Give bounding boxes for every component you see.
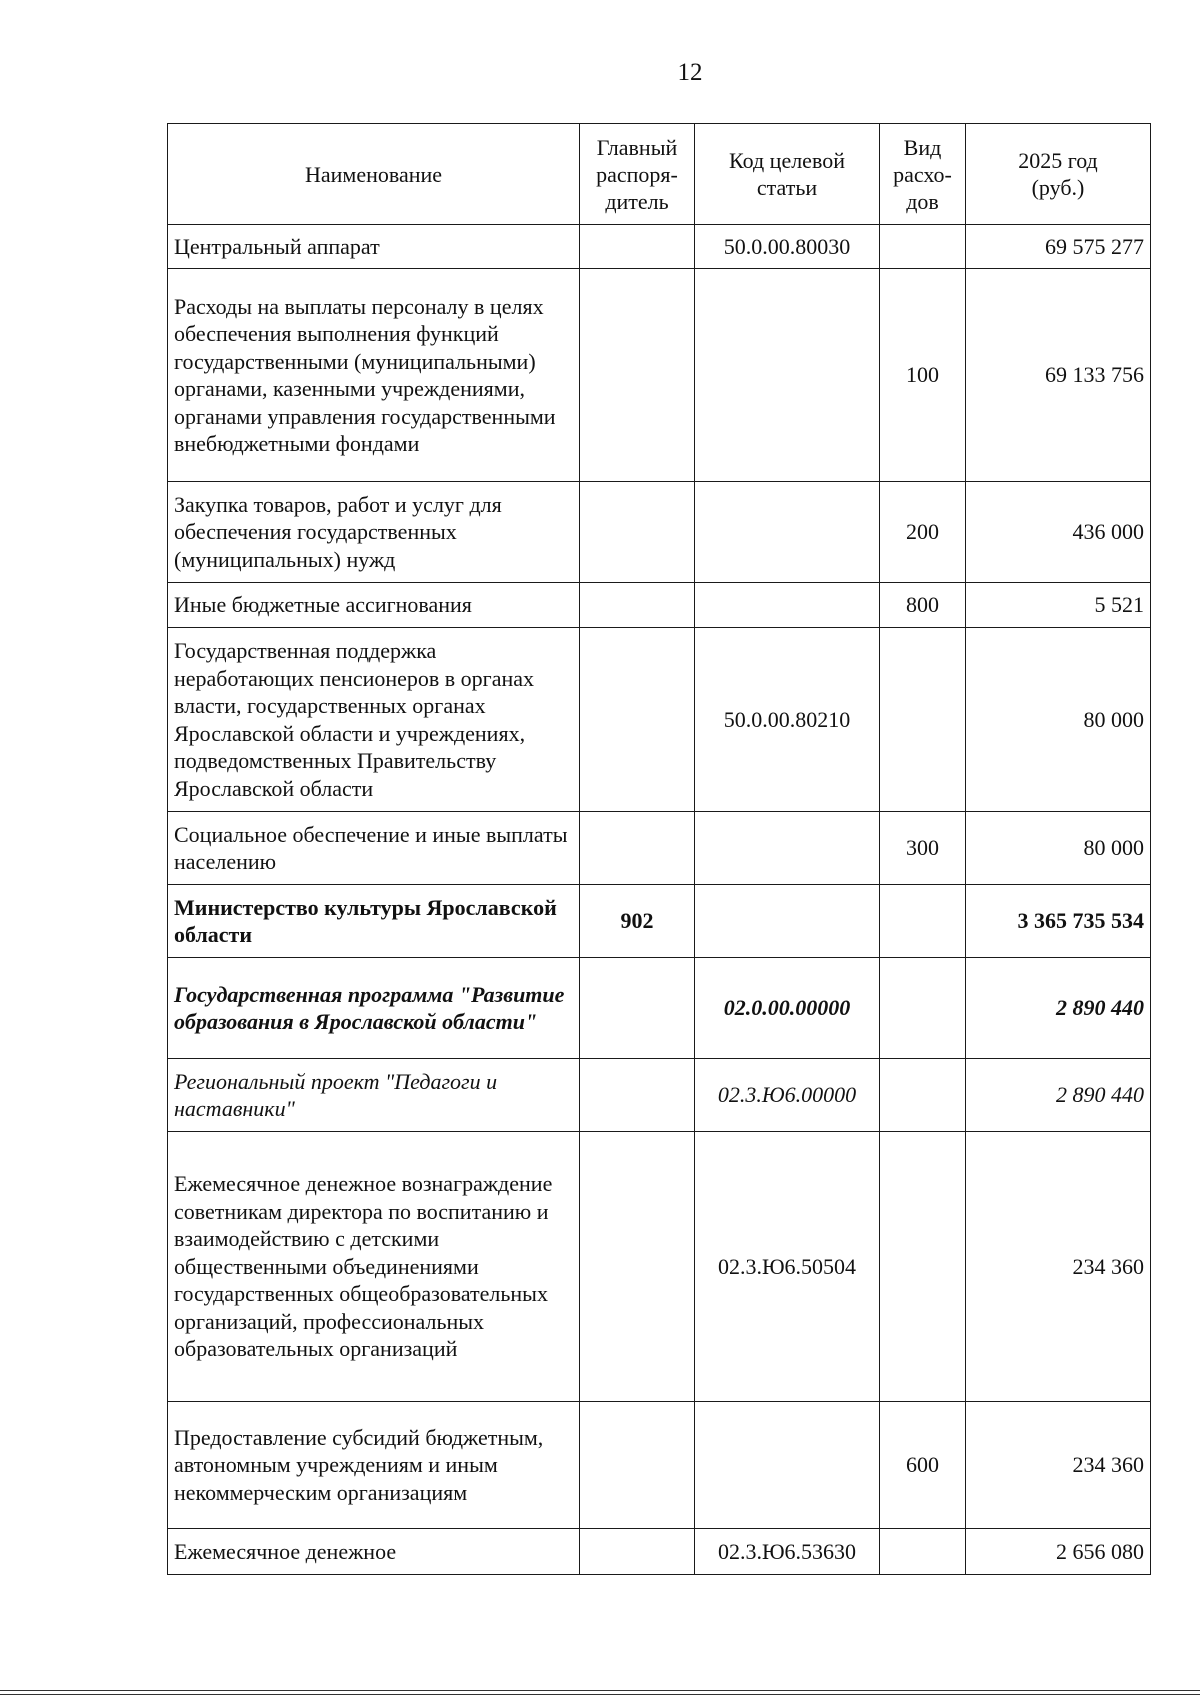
cell-code: 50.0.00.80030 bbox=[695, 225, 880, 269]
header-admin: Главный распоря-дитель bbox=[580, 124, 695, 225]
cell-amount: 436 000 bbox=[966, 482, 1151, 583]
table-row bbox=[168, 583, 1151, 628]
cell-code bbox=[695, 583, 880, 628]
cell-admin bbox=[580, 812, 695, 885]
cell-kind: 800 bbox=[880, 583, 966, 628]
cell-amount: 3 365 735 534 bbox=[966, 885, 1151, 958]
cell-kind: 300 bbox=[880, 812, 966, 885]
table-header-row bbox=[168, 124, 1151, 225]
table-row bbox=[168, 482, 1151, 583]
cell-amount: 80 000 bbox=[966, 812, 1151, 885]
cell-kind bbox=[880, 1059, 966, 1132]
header-code: Код целевой статьи bbox=[695, 124, 880, 225]
cell-name: Региональный проект "Педагоги и наставники" bbox=[168, 1059, 580, 1132]
cell-admin: 902 bbox=[580, 885, 695, 958]
cell-code bbox=[695, 269, 880, 482]
cell-code bbox=[695, 482, 880, 583]
table-row bbox=[168, 958, 1151, 1059]
page-number: 12 bbox=[677, 59, 703, 86]
cell-amount: 69 575 277 bbox=[966, 225, 1151, 269]
cell-code: 02.3.Ю6.00000 bbox=[695, 1059, 880, 1132]
cell-amount: 2 656 080 bbox=[966, 1529, 1151, 1575]
table-row bbox=[168, 628, 1151, 812]
cell-name: Предоставление субсидий бюджетным, автономным учреждениям и иным некоммерческим организациям bbox=[168, 1402, 580, 1529]
cell-name: Государственная программа "Развитие образования в Ярославской области" bbox=[168, 958, 580, 1059]
cell-amount: 234 360 bbox=[966, 1132, 1151, 1402]
cell-name: Ежемесячное денежное вознаграждение советникам директора по воспитанию и взаимодействию с детскими общественными объединениями государственных общеобразовательных организаций, профессиональных образовательных организаций bbox=[168, 1132, 580, 1402]
cell-code bbox=[695, 1402, 880, 1529]
cell-admin bbox=[580, 583, 695, 628]
cell-admin bbox=[580, 958, 695, 1059]
cell-kind bbox=[880, 628, 966, 812]
cell-kind bbox=[880, 885, 966, 958]
cell-name: Ежемесячное денежное bbox=[168, 1529, 580, 1575]
cell-kind bbox=[880, 1132, 966, 1402]
cell-admin bbox=[580, 269, 695, 482]
cell-code bbox=[695, 812, 880, 885]
cell-name: Министерство культуры Ярославской области bbox=[168, 885, 580, 958]
cell-kind: 600 bbox=[880, 1402, 966, 1529]
cell-amount: 234 360 bbox=[966, 1402, 1151, 1529]
bottom-divider bbox=[0, 1690, 1200, 1695]
table-row bbox=[168, 1132, 1151, 1402]
cell-name: Социальное обеспечение и иные выплаты населению bbox=[168, 812, 580, 885]
cell-amount: 2 890 440 bbox=[966, 958, 1151, 1059]
table-row bbox=[168, 885, 1151, 958]
cell-admin bbox=[580, 1402, 695, 1529]
cell-admin bbox=[580, 225, 695, 269]
table-row bbox=[168, 1402, 1151, 1529]
table-row bbox=[168, 1529, 1151, 1575]
table-body bbox=[168, 225, 1151, 1575]
cell-name: Иные бюджетные ассигнования bbox=[168, 583, 580, 628]
cell-admin bbox=[580, 628, 695, 812]
budget-table bbox=[167, 123, 1151, 1575]
header-amount: 2025 год (руб.) bbox=[966, 124, 1151, 225]
cell-name: Закупка товаров, работ и услуг для обеспечения государственных (муниципальных) нужд bbox=[168, 482, 580, 583]
table-row bbox=[168, 812, 1151, 885]
table-row bbox=[168, 1059, 1151, 1132]
cell-admin bbox=[580, 1529, 695, 1575]
cell-kind bbox=[880, 225, 966, 269]
cell-kind: 200 bbox=[880, 482, 966, 583]
header-name: Наименование bbox=[168, 124, 580, 225]
cell-admin bbox=[580, 482, 695, 583]
cell-code: 02.0.00.00000 bbox=[695, 958, 880, 1059]
cell-code bbox=[695, 885, 880, 958]
cell-admin bbox=[580, 1132, 695, 1402]
cell-name: Центральный аппарат bbox=[168, 225, 580, 269]
cell-code: 02.3.Ю6.53630 bbox=[695, 1529, 880, 1575]
cell-kind bbox=[880, 1529, 966, 1575]
cell-code: 50.0.00.80210 bbox=[695, 628, 880, 812]
cell-amount: 80 000 bbox=[966, 628, 1151, 812]
cell-name: Государственная поддержка неработающих пенсионеров в органах власти, государственных органах Ярославской области и учреждениях, подведомственных Правительству Ярославской области bbox=[168, 628, 580, 812]
table-row bbox=[168, 225, 1151, 269]
table-row bbox=[168, 269, 1151, 482]
cell-amount: 5 521 bbox=[966, 583, 1151, 628]
cell-name: Расходы на выплаты персоналу в целях обеспечения выполнения функций государственными (муниципальными) органами, казенными учреждениями, органами управления государственными внебюджетными фондами bbox=[168, 269, 580, 482]
cell-amount: 2 890 440 bbox=[966, 1059, 1151, 1132]
cell-kind: 100 bbox=[880, 269, 966, 482]
cell-kind bbox=[880, 958, 966, 1059]
cell-admin bbox=[580, 1059, 695, 1132]
header-kind: Вид расхо-дов bbox=[880, 124, 966, 225]
cell-amount: 69 133 756 bbox=[966, 269, 1151, 482]
cell-code: 02.3.Ю6.50504 bbox=[695, 1132, 880, 1402]
